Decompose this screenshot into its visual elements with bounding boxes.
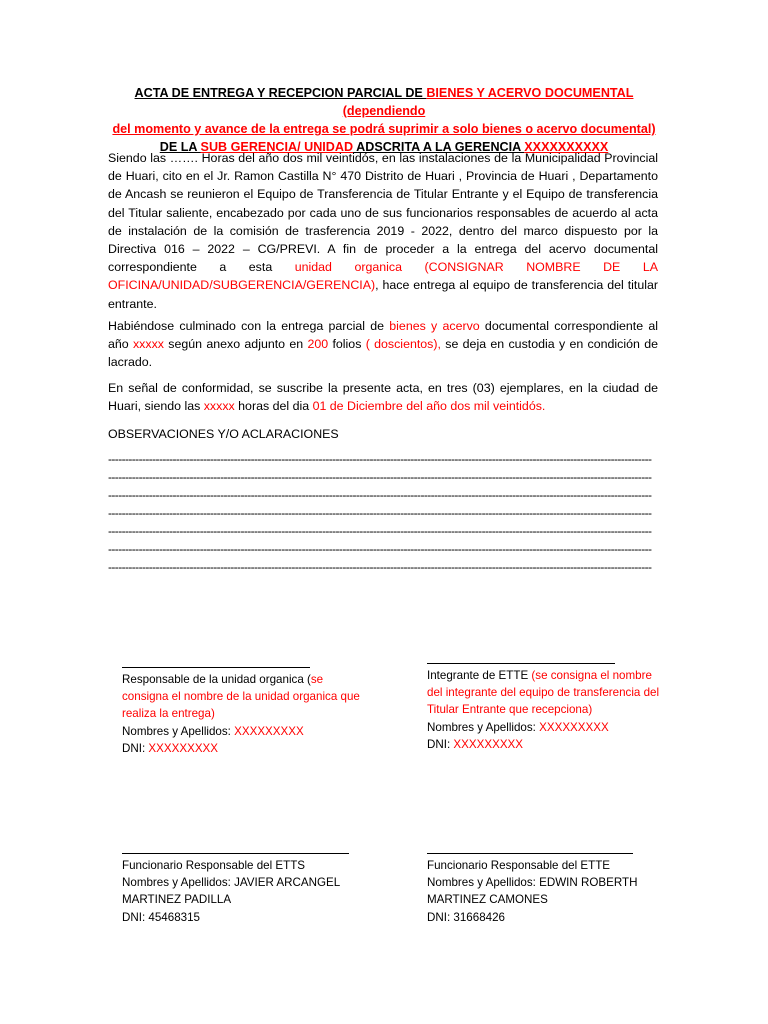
signature-dni xyxy=(427,736,662,753)
paragraph-conformity xyxy=(108,379,658,415)
signature-dni-value: XXXXXXXXX xyxy=(148,741,219,755)
observations-heading: OBSERVACIONES Y/O ACLARACIONES xyxy=(108,427,339,441)
title-prefix: ACTA DE ENTREGA Y RECEPCION PARCIAL DE xyxy=(134,86,427,100)
observation-line: ---------------------------------------------------------------------------------------------------------------------------------------------------------------- xyxy=(108,560,652,574)
signature-dni-label: DNI: xyxy=(427,737,454,751)
paragraph-text: horas del dia xyxy=(234,399,313,414)
document-title xyxy=(108,84,660,156)
paragraph-text: según anexo adjunto en xyxy=(163,337,308,352)
paragraph-highlight: 200 xyxy=(307,337,329,352)
signature-line xyxy=(427,853,633,854)
signature-role: Funcionario Responsable del ETTE xyxy=(427,859,611,872)
title-red-1: BIENES Y ACERVO DOCUMENTAL (dependiendo xyxy=(342,86,634,118)
signature-name-label: Nombres y Apellidos: xyxy=(122,724,235,738)
observation-line: ---------------------------------------------------------------------------------------------------------------------------------------------------------------- xyxy=(108,488,652,502)
observations-lines xyxy=(108,450,656,576)
signature-name xyxy=(427,719,662,736)
paragraph-text: , hace entrega al equipo de transferencia del titular entrante. xyxy=(108,278,658,311)
paragraph-text: folios xyxy=(328,337,366,352)
signature-name-label: Nombres y Apellidos: xyxy=(427,720,540,734)
signature-dni: DNI: 31668426 xyxy=(427,910,505,924)
signature-role: Funcionario Responsable del ETTS xyxy=(122,859,306,872)
signature-block-etts-official xyxy=(122,853,362,926)
signature-block-ette-member xyxy=(427,663,662,753)
signature-role xyxy=(427,667,662,719)
signature-line xyxy=(427,663,615,664)
signature-name xyxy=(122,723,360,740)
signature-dni-value: XXXXXXXXX xyxy=(453,737,524,751)
title-middle-3: ADSCRITA A LA GERENCIA xyxy=(353,140,525,154)
paragraph-text: Siendo las ……. Horas del año dos mil veintidós, en las instalaciones de la Municipalidad Provincial de Huari, cito en el Jr. Ramon Castilla N° 470 Distrito de Huari , Provincia de Huari , Departamento de Ancash se reunieron el Equipo de Transferencia de Titular Entrante y el Equipo de transferencia del Titular saliente, encabezado por cada uno de sus funcionarios responsables de acuerdo al acta de instalación de la comisión de trasferencia 2019 - 2022, dentro del marco dispuesto por la Directiva 016 – 2022 – CG/PREVI. A fin de proceder a la entrega del acervo documental correspondiente a esta xyxy=(108,151,658,275)
title-red-3: SUB GERENCIA/ UNIDAD xyxy=(200,140,354,154)
signature-dni-label: DNI: xyxy=(122,741,149,755)
paragraph-opening xyxy=(108,149,658,313)
paragraph-text: En señal de conformidad, se suscribe la presente acta, en tres (03) ejemplares, en la ciudad de Huari, siendo las xyxy=(108,381,658,414)
title-prefix-3: DE LA xyxy=(159,140,201,154)
paragraph-highlight: ( doscientos), xyxy=(365,337,441,352)
observation-line: ---------------------------------------------------------------------------------------------------------------------------------------------------------------- xyxy=(108,542,652,556)
signature-name: Nombres y Apellidos: JAVIER ARCANGEL MARTINEZ PADILLA xyxy=(122,876,340,907)
title-red-2: del momento y avance de la entrega se podrá suprimir a solo bienes o acervo documental) xyxy=(112,122,656,136)
title-line-1 xyxy=(108,84,660,120)
observation-line: ---------------------------------------------------------------------------------------------------------------------------------------------------------------- xyxy=(108,506,652,520)
signature-name-value: XXXXXXXXX xyxy=(234,724,304,738)
paragraph-text: documental correspondiente al año xyxy=(108,319,658,352)
signature-name-value: XXXXXXXXX xyxy=(539,720,609,734)
title-line-2 xyxy=(108,120,660,138)
title-red-4: XXXXXXXXXX xyxy=(524,140,609,154)
signature-role xyxy=(122,671,360,723)
observation-line: ---------------------------------------------------------------------------------------------------------------------------------------------------------------- xyxy=(108,524,652,538)
paragraph-highlight: unidad organica (CONSIGNAR NOMBRE DE LA OFICINA/UNIDAD/SUBGERENCIA/GERENCIA) xyxy=(108,260,658,293)
paragraph-delivery xyxy=(108,317,658,372)
signature-block-ette-official xyxy=(427,853,667,926)
paragraph-text: Habiéndose culminado con la entrega parcial de xyxy=(108,319,390,333)
signature-role-note: (se consigna el nombre del integrante del equipo de transferencia del Titular Entrante que recepciona) xyxy=(427,669,660,717)
signature-role-label: Responsable de la unidad organica ( xyxy=(122,673,311,686)
observation-line: ---------------------------------------------------------------------------------------------------------------------------------------------------------------- xyxy=(108,470,652,484)
signature-role-note: se consigna el nombre de la unidad organica que realiza la entrega) xyxy=(122,673,360,721)
paragraph-highlight: bienes y acervo xyxy=(389,319,480,333)
observation-line: ---------------------------------------------------------------------------------------------------------------------------------------------------------------- xyxy=(108,452,652,466)
paragraph-highlight: xxxxx xyxy=(203,399,235,414)
signature-role-label: Integrante de ETTE xyxy=(427,669,532,682)
signature-line xyxy=(122,853,349,854)
signature-dni: DNI: 45468315 xyxy=(122,910,200,924)
paragraph-highlight: 01 de Diciembre del año dos mil veintidós. xyxy=(312,399,546,414)
signature-name: Nombres y Apellidos: EDWIN ROBERTH MARTINEZ CAMONES xyxy=(427,876,638,907)
signature-block-unit-responsible xyxy=(122,667,360,757)
signature-dni xyxy=(122,740,360,757)
paragraph-text: se deja en custodia y en condición de lacrado. xyxy=(108,337,658,370)
signature-line xyxy=(122,667,310,668)
paragraph-highlight: xxxxx xyxy=(132,337,164,352)
